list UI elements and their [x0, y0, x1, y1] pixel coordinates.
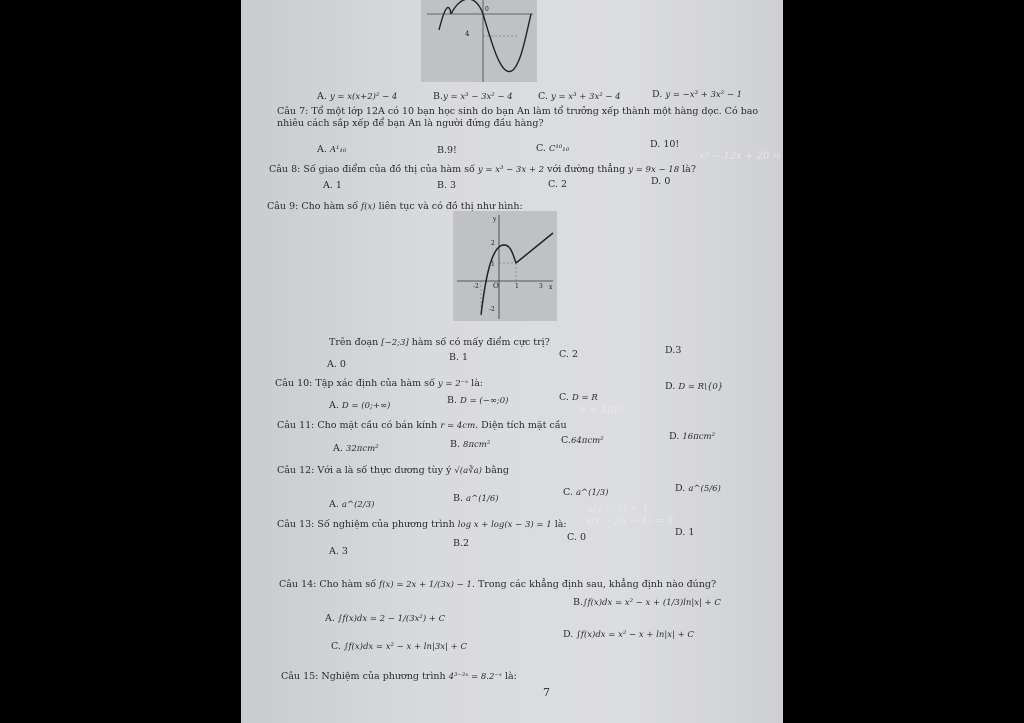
q7-line2: nhiêu cách sắp xếp để bạn An là người đứng đầu hàng? [277, 118, 544, 129]
q8-scribble: x³ − 12x + 20 = [699, 151, 781, 162]
q9-subquestion: Trên đoạn [−2;3] hàm số có mấy điểm cực trị? [329, 337, 550, 348]
q10-option-b: B. D = (−∞;0) [447, 395, 509, 406]
q11-option-a: A. 32πcm² [333, 443, 379, 454]
q13-option-b: B.2 [453, 538, 470, 549]
q15-question: Câu 15: Nghiệm của phương trình 4³⁻²ˣ = 8.2⁻ˣ là: [281, 671, 517, 682]
q11-option-d: D. 16πcm² [669, 431, 715, 442]
graph2-x-axis-label: x [549, 284, 553, 291]
q13-option-a: A. 3 [329, 546, 348, 557]
q13-scribble-2: x(x − 3x − 1) = 0 [585, 516, 674, 527]
top-option-a: A. y = x(x+2)² − 4 [317, 91, 398, 102]
q10-option-a: A. D = (0;+∞) [329, 400, 391, 411]
q13-option-d: D. 1 [675, 527, 695, 538]
q11-option-c: C.64πcm² [561, 435, 604, 446]
q10-question: Câu 10: Tập xác định của hàm số y = 2⁻ˣ là: [275, 378, 484, 389]
q9-option-a: A. 0 [327, 359, 346, 370]
q12-option-d: D. a^(5/6) [675, 483, 721, 494]
graph2-y-axis-label: y [493, 216, 497, 223]
q12-option-c: C. a^(1/3) [563, 487, 609, 498]
graph2-tick-y1: 1 [491, 261, 495, 268]
graph2-tick-neg2: -2 [473, 283, 479, 290]
top-option-d: D. y = −x³ + 3x² − 1 [652, 89, 743, 100]
q10-option-c: C. D = R [559, 392, 598, 403]
q8-question: Câu 8: Số giao điểm của đồ thị của hàm số y = x³ − 3x + 2 với đường thẳng y = 9x − 18 là? [269, 164, 696, 175]
exam-page [241, 0, 783, 723]
q7-line1: Câu 7: Tổ một lớp 12A có 10 bạn học sinh do bạn An làm tổ trưởng xếp thành một hàng dọc. Có bao [277, 106, 759, 117]
q13-scribble-1: x(x − 3) = 1 [587, 504, 649, 515]
graph2-tick-3: 3 [539, 283, 543, 290]
q13-option-c: C. 0 [567, 532, 587, 543]
page-number: 7 [543, 686, 550, 699]
q14-option-d: D. ∫f(x)dx = x² − x + ln|x| + C [563, 629, 694, 640]
top-option-c: C. y = x³ + 3x² − 4 [538, 91, 621, 102]
graph2-origin-label: O [493, 282, 499, 290]
graph1-y-label: 4 [465, 30, 470, 38]
q14-option-a: A. ∫f(x)dx = 2 − 1/(3x²) + C [325, 613, 446, 624]
q8-option-c: C. 2 [548, 179, 568, 190]
q11-question: Câu 11: Cho mặt cầu có bán kính r = 4cm. Diện tích mặt cầu [277, 420, 567, 431]
cubic-graph [421, 0, 537, 82]
q14-option-c: C. ∫f(x)dx = x² − x + ln|3x| + C [331, 641, 467, 652]
q11-scribble: S = 4πR² [579, 405, 626, 416]
q14-question: Câu 14: Cho hàm số f(x) = 2x + 1/(3x) − 1. Trong các khẳng định sau, khẳng định nào đúng? [279, 579, 717, 590]
q7-option-a: A. A¹₁₀ [317, 144, 347, 155]
piecewise-graph [453, 211, 557, 321]
q7-option-d: D. 10! [650, 139, 680, 150]
q9-option-c: C. 2 [559, 349, 579, 360]
q8-option-d: D. 0 [651, 176, 671, 187]
graph2-tick-negy: -2 [489, 306, 495, 313]
q12-option-b: B. a^(1/6) [453, 493, 499, 504]
graph2-tick-1: 1 [515, 283, 519, 290]
q11-option-b: B. 8πcm² [450, 439, 491, 450]
q10-option-d: D. D = R\{0} [665, 381, 724, 392]
q8-option-a: A. 1 [323, 180, 342, 191]
q13-question: Câu 13: Số nghiệm của phương trình log x + log(x − 3) = 1 là: [277, 519, 567, 530]
q14-option-b: B.∫f(x)dx = x² − x + (1/3)ln|x| + C [573, 597, 721, 608]
q8-option-b: B. 3 [437, 180, 457, 191]
q9-option-b: B. 1 [449, 352, 469, 363]
q7-option-b: B.9! [437, 145, 457, 156]
q7-option-c: C. C¹⁰₁₀ [536, 143, 570, 154]
top-option-b: B.y = x³ − 3x² − 4 [433, 91, 513, 102]
graph1-origin-label: 0 [485, 6, 489, 13]
q12-option-a: A. a^(2/3) [329, 499, 375, 510]
graph2-tick-2: 2 [491, 240, 495, 247]
q9-option-d: D.3 [665, 345, 682, 356]
q9-question: Câu 9: Cho hàm số f(x) liên tục và có đồ thị như hình: [267, 201, 523, 212]
q12-question: Câu 12: Với a là số thực dương tùy ý √(a∛a) bằng [277, 465, 509, 476]
